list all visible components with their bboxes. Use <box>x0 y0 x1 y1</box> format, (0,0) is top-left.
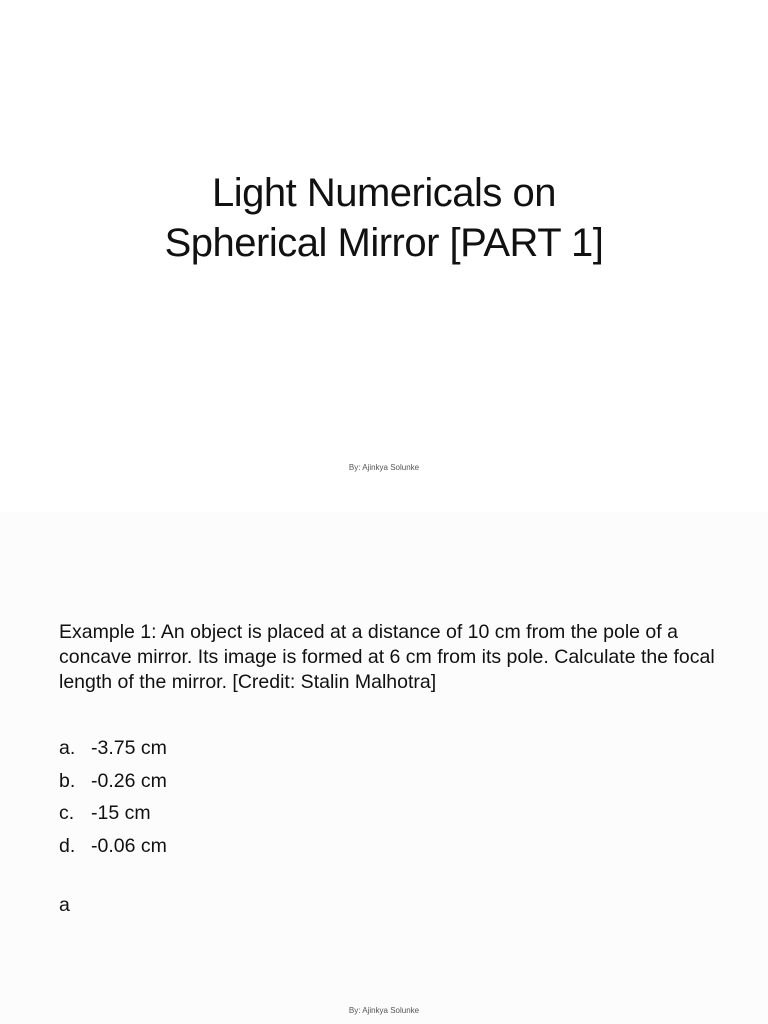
question-slide <box>0 512 768 1024</box>
option-text: -3.75 cm <box>91 737 167 759</box>
option-text: -0.06 cm <box>91 834 167 857</box>
answer-options <box>59 732 167 862</box>
option-letter: b. <box>59 769 76 792</box>
author-footer: By: Ajinkya Solunke <box>348 1006 420 1015</box>
answer-text: a <box>59 894 70 916</box>
option-b <box>59 765 167 798</box>
title-line-1: Light Numericals on <box>212 171 556 215</box>
option-a <box>59 732 167 765</box>
slide-title <box>0 168 768 268</box>
title-line-2: Spherical Mirror [PART 1] <box>164 221 604 265</box>
question-text: Example 1: An object is placed at a distance of 10 cm from the pole of a concave mirror. Its image is formed at 6 cm from its pole. Calculate the focal length of the mirror. [Credit: Stalin Malhotra] <box>59 621 715 693</box>
option-text: -0.26 cm <box>91 769 167 792</box>
author-footer: By: Ajinkya Solunke <box>348 463 420 472</box>
option-letter: d. <box>59 834 76 857</box>
option-letter: c. <box>59 802 75 824</box>
option-letter: a. <box>59 737 76 759</box>
option-c <box>59 797 167 830</box>
option-text: -15 cm <box>91 802 151 824</box>
option-d <box>59 830 167 863</box>
